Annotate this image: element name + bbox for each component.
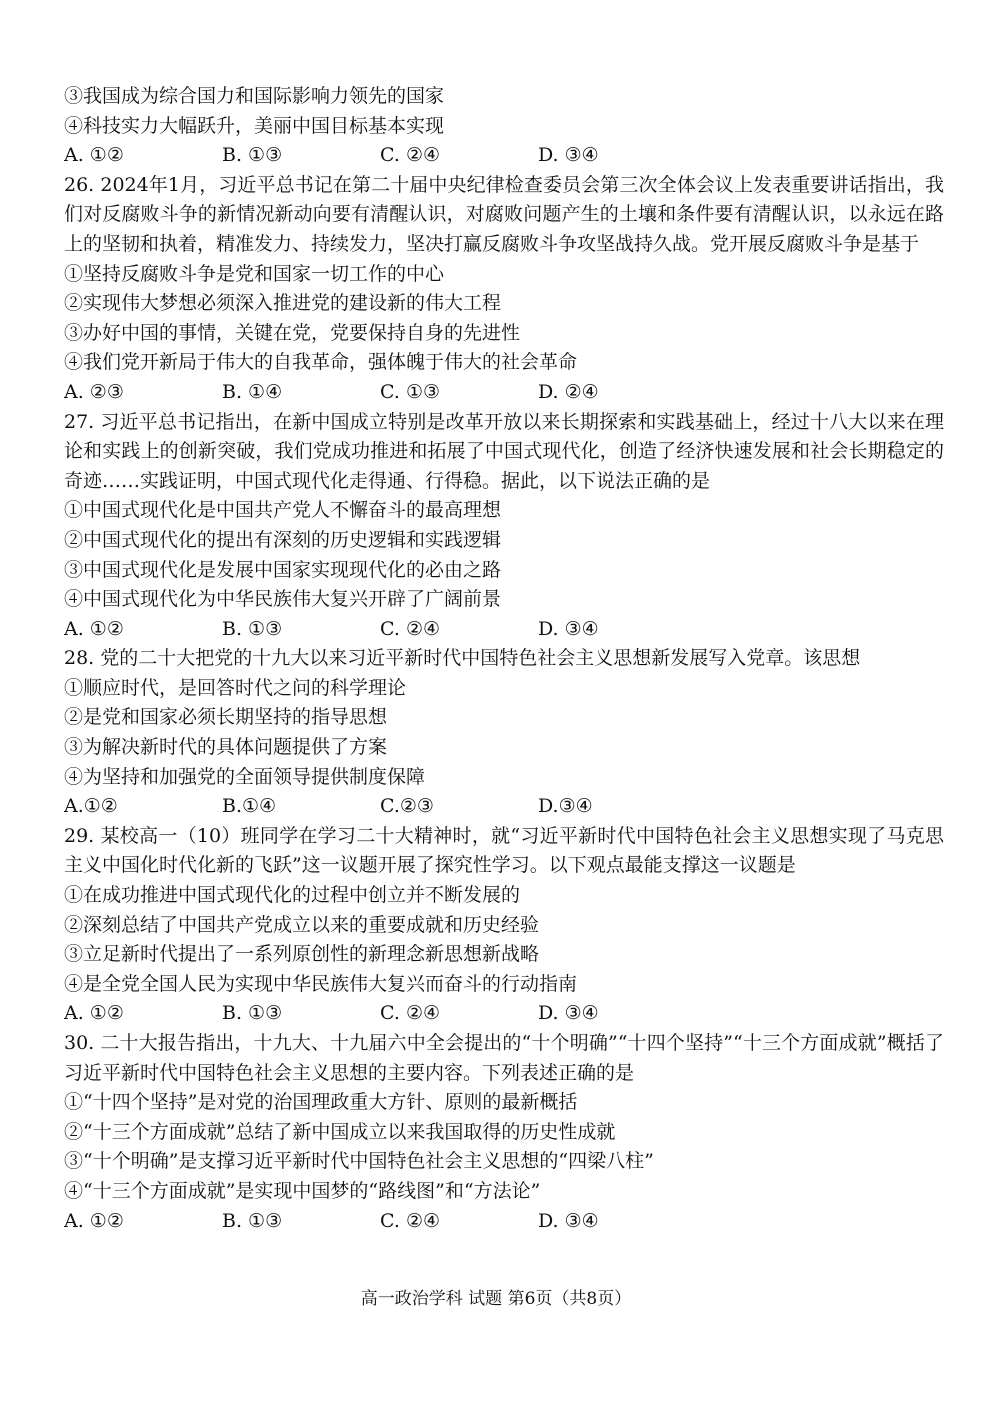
option-d: D. ③④ [538, 617, 599, 640]
question-29 [64, 822, 944, 1029]
option-a: A. ②③ [64, 380, 124, 403]
option-d: D. ③④ [538, 1209, 599, 1232]
choice-item: ①在成功推进中国式现代化的过程中创立并不断发展的 [64, 884, 521, 907]
option-a: A. ①② [64, 144, 124, 167]
choice-item: ①坚持反腐败斗争是党和国家一切工作的中心 [64, 262, 445, 285]
question-stem: 28. 党的二十大把党的十九大以来习近平新时代中国特色社会主义思想新发展写入党章。该思想 [64, 647, 861, 670]
option-c: C. ②④ [380, 1002, 441, 1025]
answer-options [64, 141, 944, 171]
choice-item: ②是党和国家必须长期坚持的指导思想 [64, 706, 388, 729]
option-a: A. ①② [64, 1209, 124, 1232]
answer-options [64, 792, 944, 822]
question-25-continuation [64, 82, 944, 171]
choice-item: ③我国成为综合国力和国际影响力领先的国家 [64, 85, 445, 107]
choice-item: ②中国式现代化的提出有深刻的历史逻辑和实践逻辑 [64, 528, 502, 551]
question-stem: 27. 习近平总书记指出，在新中国成立特别是改革开放以来长期探索和实践基础上，经过十八大以来在理论和实践上的创新突破，我们党成功推进和拓展了中国式现代化，创造了经济快速发展和社会长期稳定的奇迹……实践证明，中国式现代化走得通、行得稳。据此，以下说法正确的是 [64, 410, 944, 492]
answer-options [64, 999, 944, 1029]
choice-item: ④中国式现代化为中华民族伟大复兴开辟了广阔前景 [64, 588, 502, 611]
option-c: C. ②④ [380, 617, 441, 640]
option-d: D.③④ [538, 795, 593, 818]
choice-item: ④是全党全国人民为实现中华民族伟大复兴而奋斗的行动指南 [64, 972, 578, 995]
option-a: A.①② [64, 795, 118, 818]
choice-item: ④为坚持和加强党的全面领导提供制度保障 [64, 765, 426, 788]
option-d: D. ③④ [538, 144, 599, 167]
question-30 [64, 1029, 944, 1236]
option-b: B. ①③ [222, 1209, 283, 1232]
question-28 [64, 644, 944, 822]
exam-page [64, 82, 944, 1236]
option-b: B. ①④ [222, 380, 283, 403]
option-c: C. ①③ [380, 380, 441, 403]
option-a: A. ①② [64, 1002, 124, 1025]
answer-options [64, 378, 944, 408]
choice-item: ③立足新时代提出了一系列原创性的新理念新思想新战略 [64, 943, 540, 966]
page-footer: 高一政治学科 试题 第6页（共8页） [360, 1289, 632, 1309]
option-b: B.①④ [222, 795, 277, 818]
choice-item: ③办好中国的事情，关键在党，党要保持自身的先进性 [64, 321, 521, 344]
option-d: D. ③④ [538, 1002, 599, 1025]
choice-item: ③为解决新时代的具体问题提供了方案 [64, 736, 388, 759]
question-27 [64, 408, 944, 645]
question-stem: 26. 2024年1月，习近平总书记在第二十届中央纪律检查委员会第三次全体会议上发表重要讲话指出，我们对反腐败斗争的新情况新动向要有清醒认识，对腐败问题产生的土壤和条件要有清醒认识，以永远在路上的坚韧和执着，精准发力、持续发力，坚决打赢反腐败斗争攻坚战持久战。党开展反腐败斗争是基于 [64, 173, 944, 255]
choice-item: ④我们党开新局于伟大的自我革命，强体魄于伟大的社会革命 [64, 351, 578, 374]
question-stem: 30. 二十大报告指出，十九大、十九届六中全会提出的“十个明确”“十四个坚持”“十三个方面成就”概括了习近平新时代中国特色社会主义思想的主要内容。下列表述正确的是 [64, 1032, 944, 1084]
question-stem: 29. 某校高一（10）班同学在学习二十大精神时，就“习近平新时代中国特色社会主义思想实现了马克思主义中国化时代化新的飞跃”这一议题开展了探究性学习。以下观点最能支撑这一议题是 [64, 824, 944, 877]
choice-item: ④科技实力大幅跃升，美丽中国目标基本实现 [64, 114, 445, 137]
option-b: B. ①③ [222, 617, 283, 640]
answer-options [64, 615, 944, 645]
choice-item: ①中国式现代化是中国共产党人不懈奋斗的最高理想 [64, 499, 502, 522]
choice-item: ③“十个明确”是支撑习近平新时代中国特色社会主义思想的“四梁八柱” [64, 1150, 654, 1173]
option-c: C. ②④ [380, 1209, 441, 1232]
question-26 [64, 171, 944, 408]
option-b: B. ①③ [222, 1002, 283, 1025]
answer-options [64, 1207, 944, 1237]
choice-item: ②实现伟大梦想必须深入推进党的建设新的伟大工程 [64, 292, 502, 315]
choice-item: ②“十三个方面成就”总结了新中国成立以来我国取得的历史性成就 [64, 1120, 616, 1143]
option-d: D. ②④ [538, 380, 599, 403]
choice-item: ②深刻总结了中国共产党成立以来的重要成就和历史经验 [64, 913, 540, 936]
option-c: C.②③ [380, 795, 434, 818]
option-a: A. ①② [64, 617, 124, 640]
option-b: B. ①③ [222, 144, 283, 167]
choice-item: ④“十三个方面成就”是实现中国梦的“路线图”和“方法论” [64, 1179, 541, 1202]
choice-item: ①“十四个坚持”是对党的治国理政重大方针、原则的最新概括 [64, 1091, 578, 1114]
option-c: C. ②④ [380, 144, 441, 167]
choice-item: ①顺应时代，是回答时代之问的科学理论 [64, 676, 407, 699]
choice-item: ③中国式现代化是发展中国家实现现代化的必由之路 [64, 558, 502, 581]
